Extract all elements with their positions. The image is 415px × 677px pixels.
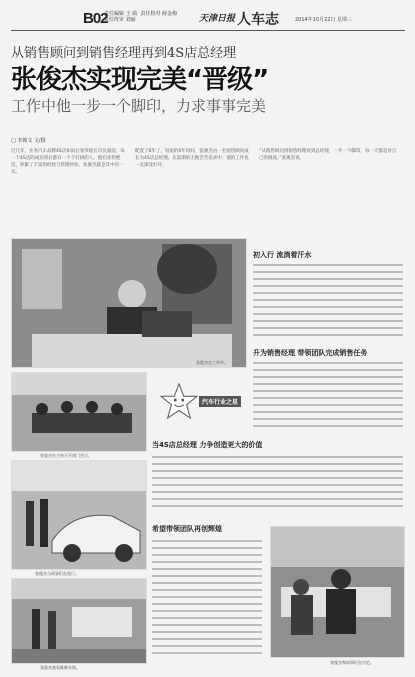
- paper-logo: 天津日报: [199, 14, 236, 24]
- pre-title: 从销售顾问到销售经理再到4S店总经理: [11, 46, 237, 61]
- meeting-photo-caption: 张俊杰在主持召开部门会议。: [40, 453, 92, 458]
- portrait-photo-illustration: [271, 527, 404, 657]
- portrait-photo: [270, 526, 405, 658]
- section-text-2: [253, 362, 403, 434]
- main-photo-caption: 张俊杰在工作中。: [196, 360, 228, 365]
- service-photo-caption: 张俊杰查看维修车间。: [40, 665, 80, 670]
- section-text-3: [152, 456, 403, 516]
- industry-star-badge: 汽车行业之星: [199, 396, 241, 407]
- star-icon: [160, 383, 198, 419]
- lead-paragraph-middle: 配置了6年了，短短的6年时间，张俊杰由一名销售顾问成长为4S店总经理。在前期的无数苦苦追求中，他的工作也一直深受好评。: [135, 149, 249, 168]
- byline: □ 李锁文 文/摄: [11, 138, 46, 144]
- section-heading-1: 初入行 流淌着汗水: [253, 251, 312, 259]
- section-text-4: [152, 540, 262, 665]
- issue-date: 2014年10月22日 星期三: [295, 17, 353, 23]
- subtitle: 工作中他一步一个脚印，力求事事完美: [11, 97, 267, 115]
- service-photo: [11, 578, 147, 664]
- editor-credits: 责任编辑 王 婧 责任校对 薛金梅 责任终审 刘丽: [104, 11, 177, 23]
- showroom-photo-caption: 张俊杰与同事们在展厅。: [35, 571, 79, 576]
- page-header: [11, 8, 405, 31]
- lead-paragraph-right: “从销售顾问到销售经理再到总经理，一步一个脚印，每一天都是对自己的挑战。”张俊杰说。: [259, 149, 397, 161]
- meeting-photo-illustration: [12, 373, 146, 451]
- section-text-1: [253, 264, 403, 340]
- showroom-photo: [11, 460, 147, 570]
- main-photo: [11, 238, 247, 368]
- section-heading-4: 希望带领团队再创辉煌: [152, 525, 222, 533]
- section-title: 人车志: [237, 12, 279, 28]
- service-photo-illustration: [12, 579, 146, 663]
- showroom-photo-illustration: [12, 461, 146, 569]
- section-heading-2: 升为销售经理 带领团队完成销售任务: [253, 349, 368, 357]
- meeting-photo: [11, 372, 147, 452]
- main-photo-illustration: [12, 239, 246, 367]
- headline: 张俊杰实现完美“晋级”: [11, 65, 269, 95]
- section-heading-3: 当4S店总经理 力争创造更大的价值: [152, 441, 263, 449]
- portrait-photo-caption: 张俊杰和同事们在讨论。: [330, 660, 374, 665]
- page-number: B02: [83, 10, 108, 27]
- lead-paragraph-left: 近几年，业务汽车品牌4S店如雨后春笋般在市民面前，每一个4S店的成功背后都有一个个打拼的人。他们身怀绝技，积累了丰富的经验与管理经验，张俊杰就是其中的一员。: [11, 149, 125, 175]
